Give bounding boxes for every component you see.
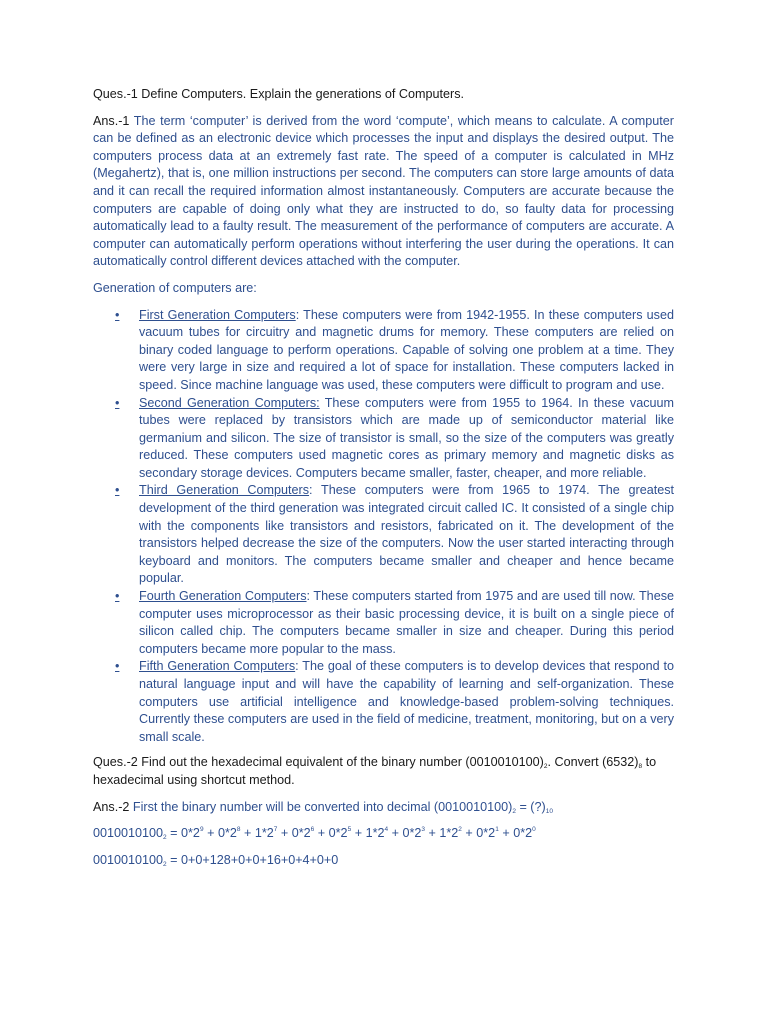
exponent: 5 xyxy=(347,826,352,834)
generation-title-colon: : xyxy=(295,307,300,322)
list-item xyxy=(115,588,674,658)
list-item xyxy=(115,307,674,395)
binary-number: 0010010100 xyxy=(93,852,164,867)
generation-title-colon: : xyxy=(306,589,311,604)
expansion-term: $0*2^5$ xyxy=(328,826,352,841)
expansion-term: $0*2^6$ xyxy=(291,826,315,841)
bullet-icon: • xyxy=(115,659,120,674)
expansion-terms: = $0*2^9 + 0*2^8 + 1*2^7 + 0*2^6 + 0*2^5 + 1*2^4 + 0*2^3 + 1*2^2 + 0*2^1 + 0*2^0$ xyxy=(166,826,536,841)
generation-title-colon: : xyxy=(309,483,313,498)
answer-2-text-a: First the binary number will be converted into decimal (0010010100) xyxy=(129,799,513,814)
generations-list xyxy=(93,307,674,747)
bullet-icon: • xyxy=(115,589,120,604)
question-2-subscript-b: 8 xyxy=(638,763,643,771)
question-2-text-b: . Convert (6532) xyxy=(547,755,639,770)
answer-2-intro xyxy=(93,799,674,817)
generation-title: Fifth Generation Computers xyxy=(139,659,296,674)
binary-base-subscript: 2 xyxy=(163,860,167,868)
exponent: 9 xyxy=(199,826,204,834)
bullet-icon: • xyxy=(115,307,120,322)
expansion-term: $0*2^9$ xyxy=(181,826,204,841)
exponent: 6 xyxy=(310,826,315,834)
list-item xyxy=(115,395,674,483)
generation-title-colon: : xyxy=(295,659,299,674)
binary-number: 0010010100 xyxy=(93,826,164,841)
expansion-term: $0*2^1$ xyxy=(476,826,499,841)
answer-2-text-b: = (?) xyxy=(515,799,546,814)
generation-text: These computers started from 1975 and are used till now. These computer uses microprocessor as their basic processing device, it is built on a single piece of silicon called chip. The computers became smaller in size and cheaper. During this period computers became more popular to the mass. xyxy=(139,589,674,656)
exponent: 8 xyxy=(236,826,241,834)
answer-2-subscript-a: 2 xyxy=(512,807,516,815)
answer-1-label: Ans.-1 xyxy=(93,113,130,128)
expansion-term: $0*2^0$ xyxy=(513,826,536,841)
expansion-term: $0*2^3$ xyxy=(402,826,426,841)
expansion-term: $1*2^7$ xyxy=(254,826,278,841)
exponent: 4 xyxy=(384,826,389,834)
generation-text: These computers were from 1965 to 1974. The greatest development of the third generation was integrated circuit called IC. It consisted of a single chip with the components like transistors and resistors, fabricated on it. The development of the transistors helped decrease the size of the computers. Now the user started interacting through keyboard and monitors. The computers became smaller and cheaper and hence became popular. xyxy=(139,483,675,586)
question-1-heading: Ques.-1 Define Computers. Explain the generations of Computers. xyxy=(93,87,465,101)
expansion-term: $0*2^8$ xyxy=(217,826,241,841)
expansion-line xyxy=(93,825,674,843)
list-item xyxy=(115,482,675,588)
question-2-subscript-a: 2 xyxy=(543,763,548,771)
answer-1-text: The term ‘computer’ is derived from the word ‘compute’, which means to calculate. A computer can be defined as an electronic device which processes the input and displays the desired output. The computers process data at an extremely fast rate. The speed of a computer is calculated in MHz (Megahertz), that is, one million instructions per second. The computers can store large amounts of data and it can recall the required information almost instantaneously. Computers are accurate because the computers are capable of doing only what they are instructed to do, so faulty data for processing automatically lead to a faulty result. The measurement of the performance of computers are accurate. A computer can automatically perform operations without interfering the user during the operations. It can automatically control different devices attached with the computer. xyxy=(93,113,674,269)
answer-1-paragraph xyxy=(93,113,674,271)
generation-title: Fourth Generation Computers xyxy=(139,589,307,604)
generations-intro: Generation of computers are: xyxy=(93,280,257,295)
exponent: 2 xyxy=(458,826,462,834)
sum-terms: 0+0+128+0+0+16+0+4+0+0 xyxy=(181,852,339,867)
generation-title: First Generation Computers xyxy=(139,307,296,322)
list-item xyxy=(115,658,674,746)
exponent: 7 xyxy=(273,826,278,834)
question-2-heading xyxy=(93,754,674,789)
generation-title: Second Generation Computers: xyxy=(139,395,320,410)
question-2-text-a: Ques.-2 Find out the hexadecimal equivalent of the binary number (0010010100) xyxy=(93,755,544,770)
exponent: 3 xyxy=(421,826,426,834)
binary-base-subscript: 2 xyxy=(163,834,167,842)
generation-text: These computers were from 1942-1955. In these computers used vacuum tubes for circuitry and magnetic drums for memory. These computers are relied on binary coded language to perform operations. Capable of solving one problem at a time. They were very large in size and required a lot of space for installation. These computers lacked in speed. Since machine language was used, these computers were difficult to program and use. xyxy=(139,307,674,392)
generation-text: The goal of these computers is to develop devices that respond to natural language input and will have the capability of learning and self-organization. These computers use artificial intelligence and knowledge-based problem-solving techniques. Currently these computers are used in the field of medicine, treatment, monitoring, but on a very small scale. xyxy=(139,659,674,744)
answer-2-label: Ans.-2 xyxy=(93,799,130,814)
exponent: 0 xyxy=(532,826,536,834)
expansion-term: $1*2^2$ xyxy=(439,826,462,841)
exponent: 1 xyxy=(495,826,499,834)
generation-text: These computers were from 1955 to 1964. In these vacuum tubes were replaced by transistors which are made up of semiconductor material like germanium and silicon. The size of transistor is small, so the size of the computers was greatly reduced. These computers used magnetic cores as primary memory and magnetic disks as secondary storage devices. Computers became smaller, faster, cheaper, and more reliable. xyxy=(139,395,674,480)
expansion-term: $1*2^4$ xyxy=(365,826,389,841)
sum-line: $0010010100_2 = 0+0+128+0+0+16+0+4+0+0$ xyxy=(93,852,339,868)
question-2-text-c: to hexadecimal using shortcut method. xyxy=(93,755,657,787)
bullet-icon: • xyxy=(115,395,120,410)
generation-title: Third Generation Computers xyxy=(139,483,310,498)
answer-2-subscript-b: 10 xyxy=(545,807,553,815)
bullet-icon: • xyxy=(115,483,120,498)
